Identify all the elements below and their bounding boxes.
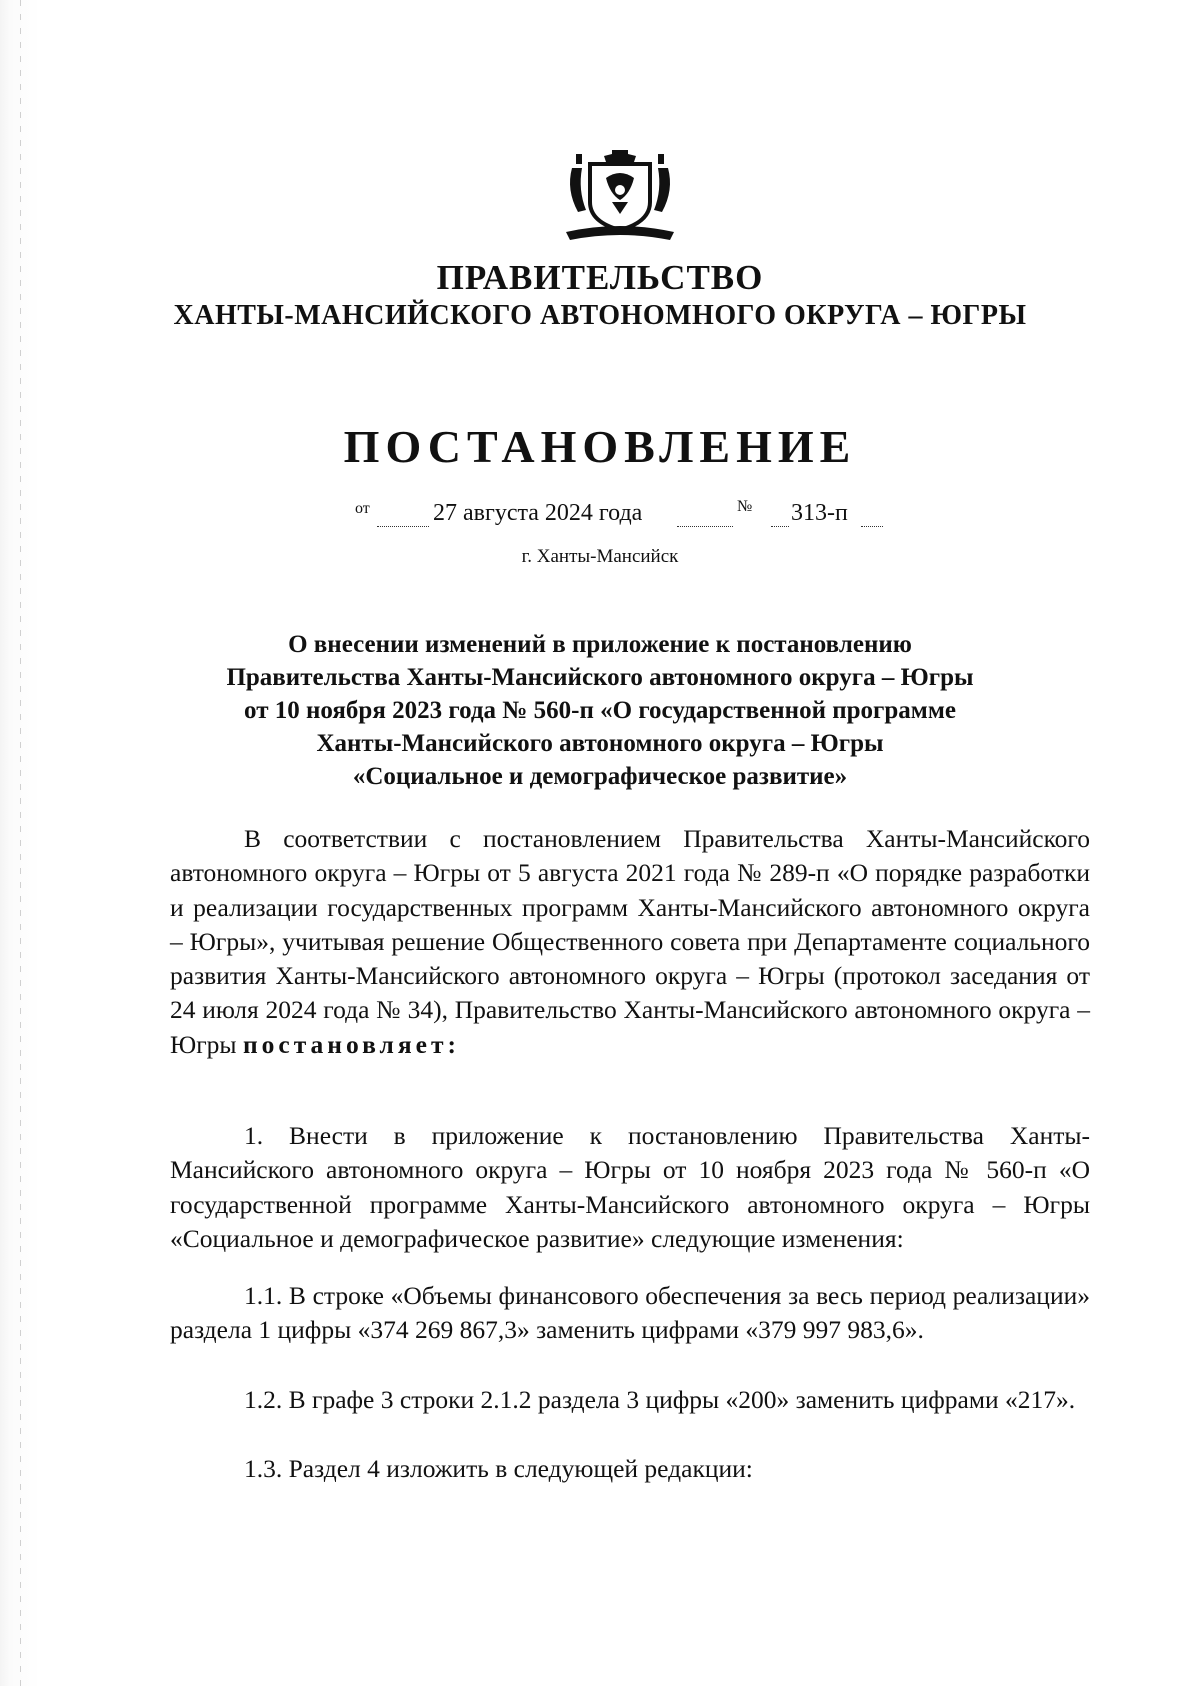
item-1-2-paragraph: 1.2. В графе 3 строки 2.1.2 раздела 3 цифры «200» заменить цифрами «217». [244,1385,1076,1414]
title-line: Правительства Ханты-Мансийского автономного округа – Югры [226,664,974,691]
item-1-paragraph: 1. Внести в приложение к постановлению Правительства Ханты-Мансийского автономного округа – Югры от 10 ноября 2023 года № 560-п «О государственной программе Ханты-Мансийского автономного округа – Югры «Социальное и демографическое развитие» следующие изменения: [170,1121,1090,1253]
preamble-text: В соответствии с постановлением Правительства Ханты-Мансийского автономного округа – Югры от 5 августа 2021 года № 289-п «О порядке разработки и реализации государственных программ Ханты-Мансийского автономного округа – Югры», учитывая решение Общественного совета при Департаменте социального развития Ханты-Мансийского автономного округа – Югры (протокол заседания от 24 июля 2024 года № 34), Правительство Ханты-Мансийского автономного округа – Югры [170,824,1090,1059]
title-line: О внесении изменений в приложение к постановлению [288,631,912,658]
date-underline-right [677,526,733,527]
document-date: 27 августа 2024 года [433,500,643,526]
title-line: от 10 ноября 2023 года № 560-п «О государственной программе [244,697,956,724]
number-underline-left [771,526,789,527]
date-number-line [355,500,895,530]
resolves-word: постановляет: [242,1029,460,1059]
document-number: 313-п [791,500,848,526]
scan-binding-line [20,0,21,1686]
government-subtitle: ХАНТЫ-МАНСИЙСКОГО АВТОНОМНОГО ОКРУГА – ЮГРЫ [173,300,1027,331]
title-line: Ханты-Мансийского автономного округа – Югры [316,730,884,757]
date-underline-left [377,526,429,527]
item-1-3-paragraph: 1.3. Раздел 4 изложить в следующей редакции: [244,1454,753,1483]
number-sign: № [737,498,753,515]
date-prefix: от [355,500,370,517]
preamble-paragraph [170,822,1090,1062]
item-1-1-paragraph: 1.1. В строке «Объемы финансового обеспечения за весь период реализации» раздела 1 цифры «374 269 867,3» заменить цифрами «379 997 983,6». [170,1281,1090,1345]
number-underline-right [861,526,883,527]
government-title: ПРАВИТЕЛЬСТВО [436,258,764,297]
coat-of-arms-emblem [564,150,676,242]
title-line: «Социальное и демографическое развитие» [352,763,848,790]
document-title [150,628,1050,793]
document-place: г. Ханты-Мансийск [521,546,679,567]
document-type-heading: ПОСТАНОВЛЕНИЕ [343,421,857,472]
